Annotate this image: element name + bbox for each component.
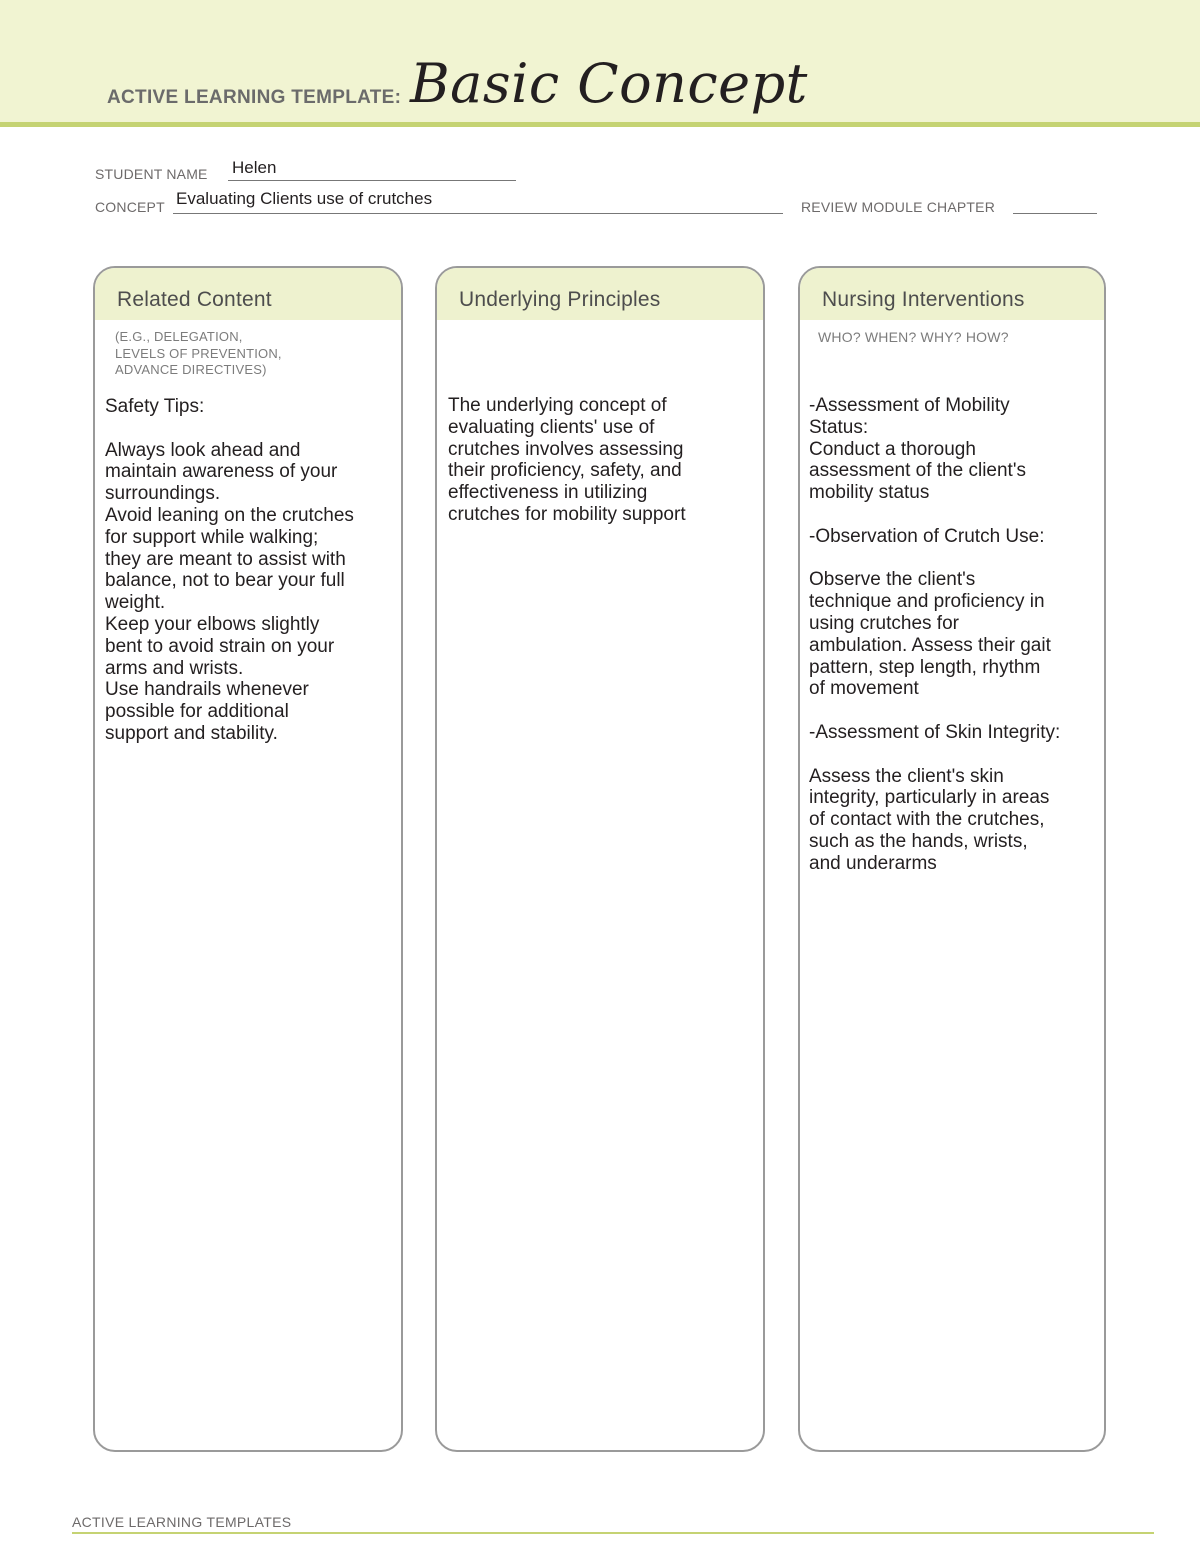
student-name-field[interactable]: Helen	[232, 158, 277, 177]
related-content-body[interactable]: Safety Tips: Always look ahead and maintain awareness of your surroundings. Avoid leaning on the crutches for support while walking; they are meant to assist with balance, not to bear your full weight. Keep your elbows slightly bent to avoid strain on your arms and wrists. Use handrails whenever possible for additional support and stability.	[105, 396, 354, 744]
template-title: Basic Concept	[410, 52, 808, 115]
student-name-label: STUDENT NAME	[95, 166, 208, 182]
template-label: ACTIVE LEARNING TEMPLATE:	[107, 87, 402, 108]
review-module-label: REVIEW MODULE CHAPTER	[801, 199, 995, 215]
nursing-interventions-title: Nursing Interventions	[800, 268, 1104, 320]
footer-label: ACTIVE LEARNING TEMPLATES	[72, 1514, 292, 1530]
related-content-title: Related Content	[95, 268, 401, 320]
student-name-line	[228, 180, 516, 181]
nursing-interventions-body[interactable]: -Assessment of Mobility Status: Conduct a thorough assessment of the client's mobility status -Observation of Crutch Use: Observe the client's technique and proficiency in using crutches for ambulation. Assess their gait pattern, step length, rhythm of movement -Assessment of Skin Integrity: Assess the client's skin integrity, particularly in areas of contact with the crutches, such as the hands, wrists, and underarms	[809, 395, 1061, 874]
concept-field[interactable]: Evaluating Clients use of crutches	[176, 189, 433, 208]
footer-divider	[72, 1532, 1154, 1534]
header-divider	[0, 122, 1200, 127]
underlying-principles-body[interactable]: The underlying concept of evaluating clients' use of crutches involves assessing their proficiency, safety, and effectiveness in utilizing crutches for mobility support	[448, 395, 686, 525]
underlying-principles-title: Underlying Principles	[437, 268, 763, 320]
review-module-field[interactable]	[1013, 213, 1097, 214]
related-content-subtitle: (E.G., DELEGATION, LEVELS OF PREVENTION, ADVANCE DIRECTIVES)	[115, 329, 282, 377]
nursing-interventions-subtitle: WHO? WHEN? WHY? HOW?	[818, 329, 1009, 345]
concept-label: CONCEPT	[95, 199, 165, 215]
concept-line	[173, 213, 783, 214]
